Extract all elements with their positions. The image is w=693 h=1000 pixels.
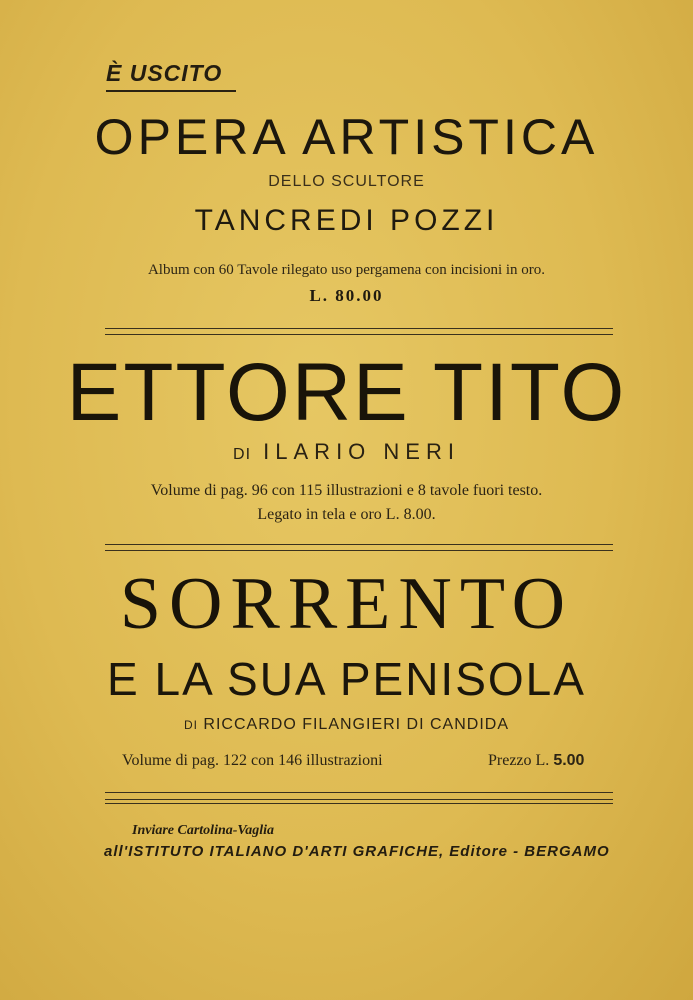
opera-description: Album con 60 Tavole rilegato uso pergamena con incisioni in oro.	[147, 262, 546, 278]
opera-title: OPERA ARTISTICA	[94, 109, 599, 165]
tito-author-line	[0, 439, 693, 465]
divider-top-1	[105, 328, 613, 329]
sorrento-author-prefix: DI	[183, 718, 198, 732]
sorrento-price-label: Prezzo L.	[488, 752, 550, 769]
sorrento-subtitle: E LA SUA PENISOLA	[107, 653, 586, 705]
divider-bottom-1	[105, 792, 613, 793]
opera-price: L. 80.00	[309, 286, 384, 305]
divider-bottom-3	[105, 803, 613, 804]
tito-title: ETTORE TITO	[66, 347, 627, 438]
announce-underline	[106, 90, 236, 92]
sorrento-title: SORRENTO	[119, 563, 574, 645]
sorrento-price-value: 5.00	[553, 752, 585, 769]
sorrento-author: RICCARDO FILANGIERI DI CANDIDA	[203, 716, 510, 733]
sorrento-volume: Volume di pag. 122 con 146 illustrazioni	[122, 752, 383, 769]
tito-price-line: Legato in tela e oro L. 8.00.	[257, 506, 436, 523]
sorrento-price	[488, 752, 584, 770]
opera-author: TANCREDI POZZI	[194, 204, 499, 237]
divider-mid-2	[105, 550, 613, 551]
divider-mid-1	[105, 544, 613, 545]
footer-instruction: Inviare Cartolina-Vaglia	[132, 823, 274, 838]
opera-subtitle: DELLO SCULTORE	[268, 173, 425, 190]
divider-top-2	[105, 334, 613, 335]
announce-heading: È USCITO	[106, 60, 223, 86]
sorrento-author-line	[0, 716, 693, 734]
tito-description: Volume di pag. 96 con 115 illustrazioni e 8 tavole fuori testo.	[150, 482, 543, 499]
footer-publisher: all'ISTITUTO ITALIANO D'ARTI GRAFICHE, Editore - BERGAMO	[104, 843, 610, 860]
divider-bottom-2	[105, 799, 613, 800]
tito-author-prefix: DI	[233, 446, 252, 463]
tito-author: ILARIO NERI	[263, 439, 460, 464]
